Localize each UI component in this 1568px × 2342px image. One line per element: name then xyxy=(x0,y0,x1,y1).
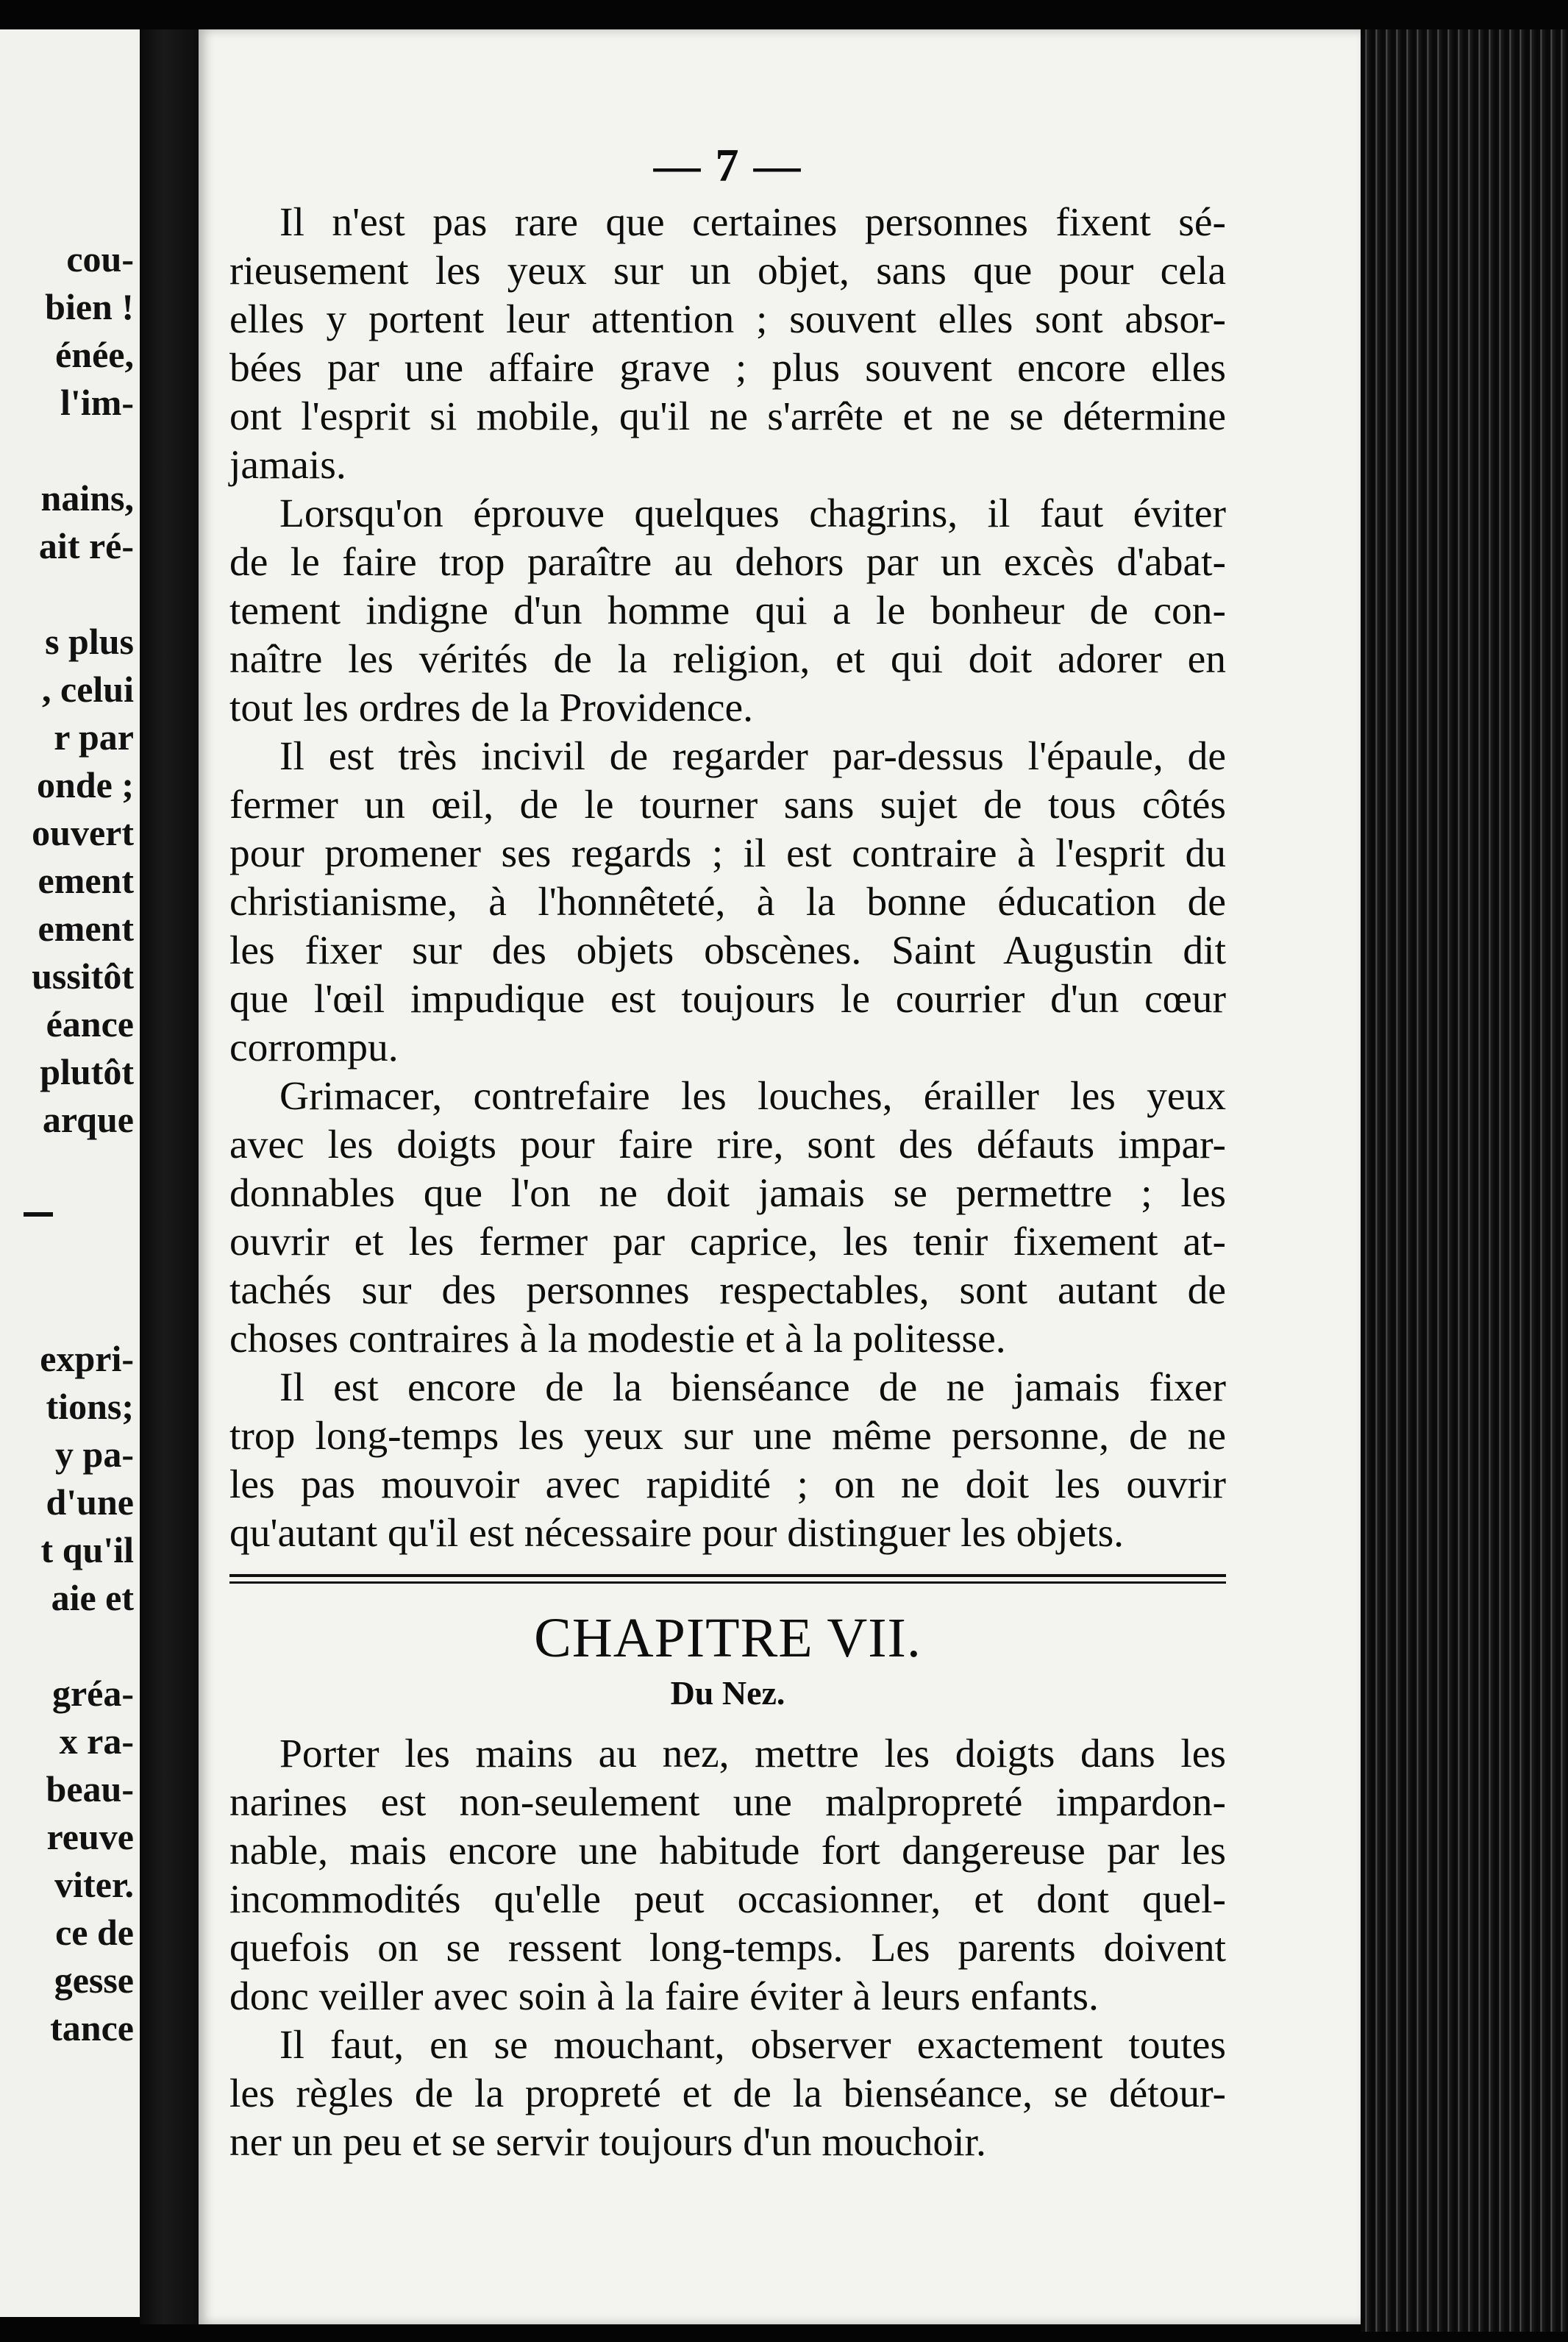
left-page-line: ement xyxy=(38,860,134,901)
paragraph xyxy=(229,490,1226,733)
left-page-line: ait ré- xyxy=(38,525,134,566)
paragraph xyxy=(229,733,1226,1072)
left-page-rule xyxy=(0,1192,140,1239)
chapter-subtitle: Du Nez. xyxy=(670,1674,785,1712)
text-line: tachés sur des personnes respectables, sont autant de xyxy=(229,1268,1226,1313)
text-line: donnables que l'on ne doit jamais se permettre ; les xyxy=(229,1171,1226,1216)
book-gutter xyxy=(140,29,199,2324)
text-line: nable, mais encore une habitude fort dangereuse par les xyxy=(229,1829,1226,1873)
left-page-line: aie et xyxy=(51,1577,134,1618)
section-divider xyxy=(229,1574,1226,1587)
left-page-line: tions; xyxy=(46,1386,134,1427)
text-line: jamais. xyxy=(229,443,346,488)
text-line: corrompu. xyxy=(229,1025,399,1070)
text-line: donc veiller avec soin à la faire éviter à leurs enfants. xyxy=(229,1974,1099,2019)
left-page-line: arque xyxy=(42,1099,134,1140)
left-page-line: viter. xyxy=(54,1864,134,1905)
text-line: bées par une affaire grave ; plus souvent encore elles xyxy=(229,346,1226,391)
left-page-gap xyxy=(0,427,140,474)
paragraph xyxy=(229,1730,1226,2021)
left-page-line: y pa- xyxy=(55,1434,134,1475)
text-line: ont l'esprit si mobile, qu'il ne s'arrête et ne se détermine xyxy=(229,394,1226,439)
left-page-line: ce de xyxy=(55,1912,134,1953)
text-line: elles y portent leur attention ; souvent elles sont absor- xyxy=(229,297,1226,342)
left-page-line: énée, xyxy=(55,334,134,375)
text-line: Il faut, en se mouchant, observer exactement toutes xyxy=(279,2023,1226,2068)
left-page-line: reuve xyxy=(46,1816,134,1857)
left-page-line: t qu'il xyxy=(40,1529,134,1570)
chapter-title: CHAPITRE VII. xyxy=(534,1607,922,1669)
page-stack-edges xyxy=(1361,29,1568,2332)
paragraph xyxy=(229,1072,1226,1364)
left-page-line: s plus xyxy=(45,621,134,662)
left-page-gap xyxy=(0,1287,140,1335)
text-line: qu'autant qu'il est nécessaire pour distinguer les objets. xyxy=(229,1511,1125,1556)
paragraph xyxy=(229,1364,1226,1558)
previous-page-fragment xyxy=(0,29,140,2317)
left-page-line: beau- xyxy=(46,1768,134,1809)
paragraph xyxy=(229,2021,1226,2167)
text-line: Il est encore de la bienséance de ne jamais fixer xyxy=(279,1365,1226,1410)
text-line: Lorsqu'on éprouve quelques chagrins, il faut éviter xyxy=(279,491,1226,536)
previous-page-text xyxy=(0,235,140,2052)
left-page-line: onde ; xyxy=(37,764,134,805)
text-line: Il est très incivil de regarder par-dessus l'épaule, de xyxy=(279,734,1226,779)
left-page-line: plutôt xyxy=(40,1051,134,1092)
left-page-gap xyxy=(0,1144,140,1192)
text-line: fermer un œil, de le tourner sans sujet de tous côtés xyxy=(229,783,1226,827)
left-page-line: éance xyxy=(46,1003,134,1044)
book-page xyxy=(199,29,1361,2324)
text-line: les pas mouvoir avec rapidité ; on ne doit les ouvrir xyxy=(229,1462,1226,1507)
text-line: choses contraires à la modestie et à la politesse. xyxy=(229,1317,1006,1362)
left-page-line: d'une xyxy=(46,1481,134,1523)
text-line: tement indigne d'un homme qui a le bonheur de con- xyxy=(229,588,1226,633)
left-page-line: expri- xyxy=(40,1338,134,1379)
text-line: trop long-temps les yeux sur une même personne, de ne xyxy=(229,1414,1226,1459)
page-number: — 7 — xyxy=(653,139,802,191)
left-page-line: ement xyxy=(38,908,134,949)
text-line: quefois on se ressent long-temps. Les parents doivent xyxy=(229,1926,1226,1971)
left-page-line: ouvert xyxy=(32,812,134,853)
left-page-line: tance xyxy=(50,2007,134,2049)
text-line: pour promener ses regards ; il est contraire à l'esprit du xyxy=(229,831,1226,876)
paragraph xyxy=(229,199,1226,490)
text-line: Grimacer, contrefaire les louches, érailler les yeux xyxy=(279,1074,1226,1119)
text-line: les règles de la propreté et de la bienséance, se détour- xyxy=(229,2071,1226,2116)
left-page-line: r par xyxy=(54,716,134,758)
left-page-line: l'im- xyxy=(60,382,134,423)
page-content xyxy=(229,140,1226,2167)
text-line: de le faire trop paraître au dehors par un excès d'abat- xyxy=(229,540,1226,585)
text-line: rieusement les yeux sur un objet, sans que pour cela xyxy=(229,249,1226,293)
text-line: incommodités qu'elle peut occasionner, et dont quel- xyxy=(229,1877,1226,1922)
chapter-body xyxy=(229,1730,1226,2167)
left-page-line: ussitôt xyxy=(32,955,134,997)
text-line: ouvrir et les fermer par caprice, les tenir fixement at- xyxy=(229,1220,1226,1264)
left-page-line: , celui xyxy=(42,669,134,710)
left-page-line: gréa- xyxy=(51,1673,134,1714)
text-line: tout les ordres de la Providence. xyxy=(229,686,754,730)
left-page-line: nains, xyxy=(40,477,134,519)
left-page-line: gesse xyxy=(54,1960,134,2001)
text-line: narines est non-seulement une malpropreté impardon- xyxy=(229,1780,1226,1825)
text-line: naître les vérités de la religion, et qui doit adorer en xyxy=(229,637,1226,682)
left-page-gap xyxy=(0,1622,140,1670)
left-page-line: bien ! xyxy=(45,286,134,327)
left-page-gap xyxy=(0,570,140,618)
text-line: Porter les mains au nez, mettre les doigts dans les xyxy=(279,1731,1226,1776)
text-line: avec les doigts pour faire rire, sont des défauts impar- xyxy=(229,1122,1226,1167)
text-line: les fixer sur des objets obscènes. Saint Augustin dit xyxy=(229,928,1226,973)
text-line: que l'œil impudique est toujours le courrier d'un cœur xyxy=(229,977,1226,1022)
left-page-gap xyxy=(0,1239,140,1287)
section-body xyxy=(229,199,1226,1558)
text-line: christianisme, à l'honnêteté, à la bonne éducation de xyxy=(229,880,1226,925)
left-page-line: cou- xyxy=(66,238,134,280)
text-line: Il n'est pas rare que certaines personnes fixent sé- xyxy=(279,200,1226,245)
text-line: ner un peu et se servir toujours d'un mouchoir. xyxy=(229,2120,986,2165)
left-page-line: x ra- xyxy=(59,1720,134,1762)
